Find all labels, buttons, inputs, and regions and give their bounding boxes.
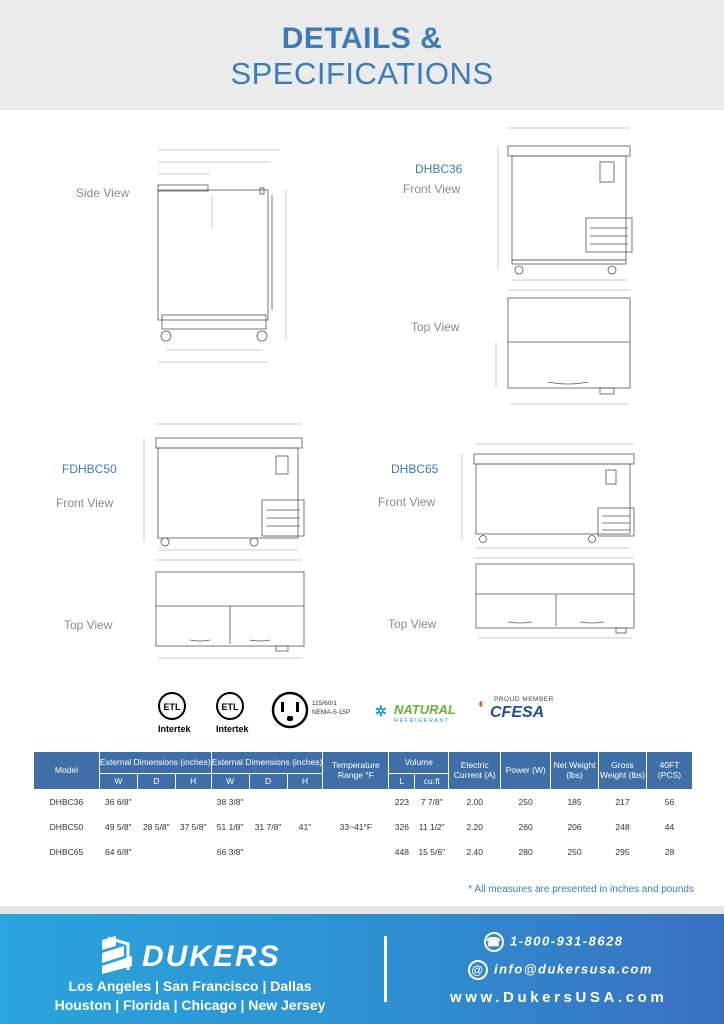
cell-h1: 37 5/8" — [179, 822, 207, 832]
cell-model: DHBC65 — [49, 847, 84, 857]
header-model: Model — [34, 752, 100, 790]
side-view-drawing — [150, 140, 300, 375]
cell-40ft: 28 — [664, 847, 675, 857]
footer-divider — [384, 936, 387, 1002]
cell-d1: 28 5/8" — [142, 822, 170, 832]
page-footer — [0, 914, 724, 1024]
cell-model: DHBC36 — [49, 797, 84, 808]
brand-name: DUKERS — [142, 940, 281, 973]
header-net-weight: Net Weight (lbs) — [551, 752, 599, 790]
svg-text:✲: ✲ — [375, 703, 387, 719]
cell-h1 — [175, 840, 211, 865]
cell-temp — [323, 840, 389, 865]
fdhbc50-front-view-drawing — [138, 414, 308, 569]
dhbc65-front-view-label: Front View — [378, 495, 436, 509]
phone-number[interactable]: 1-800-931-8628 — [510, 933, 624, 949]
table-row — [34, 815, 693, 840]
cell-volume-cuft: 11 1/2" — [418, 822, 445, 832]
header-power: Power (W) — [501, 752, 551, 790]
cell-volume-cuft: 15 5/6" — [418, 847, 446, 857]
cell-40ft: 44 — [664, 822, 675, 832]
phone-icon: ☎ — [484, 932, 504, 952]
cell-w1: 49 5/8" — [105, 822, 132, 832]
cell-volume-l: 448 — [394, 847, 409, 857]
cell-net-weight: 185 — [567, 797, 582, 808]
dukers-logo — [98, 934, 288, 974]
cfesa-member-text: PROUD MEMBER — [494, 696, 554, 703]
email-contact[interactable] — [468, 960, 653, 980]
cell-volume-cuft: 7 7/8" — [420, 797, 443, 808]
header-w2: W — [211, 774, 249, 790]
cell-h2: 41" — [298, 822, 312, 832]
cell-current: 2.00 — [466, 797, 483, 808]
dhbc36-model-label: DHBC36 — [415, 162, 463, 176]
cities-line1: Los Angeles | San Francisco | Dallas — [68, 978, 312, 994]
email-address[interactable]: info@dukersusa.com — [494, 961, 653, 977]
plug-spec-line2: NEMA-5-15P — [312, 709, 351, 716]
cell-h2 — [287, 840, 323, 865]
cell-gross-weight: 217 — [615, 797, 630, 808]
table-row — [34, 840, 693, 865]
intertek-label-2: Intertek — [216, 724, 249, 734]
dhbc65-front-view-drawing — [456, 436, 641, 566]
intertek-label-1: Intertek — [158, 724, 191, 734]
dhbc36-top-view-drawing — [488, 292, 638, 412]
fdhbc50-model-label: FDHBC50 — [62, 462, 117, 476]
cfesa-logo: CFESA — [490, 704, 545, 721]
measurement-note: * All measures are presented in inches and pounds — [468, 884, 694, 895]
certification-logos — [150, 684, 580, 740]
specifications-table — [33, 751, 693, 865]
cell-w2: 66 3/8" — [216, 847, 244, 857]
cell-w2: 38 3/8" — [216, 797, 244, 808]
cell-gross-weight: 248 — [615, 822, 630, 832]
svg-text:ETL: ETL — [163, 702, 181, 712]
header-volume-cuft: cu.ft — [415, 774, 449, 790]
cell-40ft: 56 — [664, 797, 675, 808]
cell-model: DHBC50 — [49, 822, 84, 832]
header-w1: W — [99, 774, 137, 790]
cell-volume-l: 223 — [394, 797, 409, 808]
header-h1: H — [175, 774, 211, 790]
side-view-label: Side View — [76, 186, 130, 200]
cell-w1: 36 6/8" — [105, 797, 132, 808]
header-ext-dims-2: External Dimensions (inches) — [211, 752, 323, 774]
cell-temp: 33~41°F — [339, 822, 373, 832]
dhbc36-front-view-drawing — [482, 120, 642, 305]
cell-current: 2.20 — [466, 822, 483, 832]
page-title-line1: DETAILS & — [281, 22, 443, 55]
cell-d2 — [249, 840, 287, 865]
cell-net-weight: 250 — [567, 847, 582, 857]
header-volume: Volume — [389, 752, 449, 774]
header-d1: D — [137, 774, 175, 790]
cell-power: 260 — [518, 822, 533, 832]
dhbc65-top-view-drawing — [460, 560, 640, 644]
cell-current: 2.40 — [466, 847, 483, 857]
cell-h1 — [175, 790, 211, 815]
header-40ft: 40FT (PCS) — [646, 752, 692, 790]
page-header — [0, 0, 724, 110]
cell-power: 280 — [518, 847, 533, 857]
natural-refrigerant-sub: REFRIGERANT — [394, 718, 450, 724]
plug-spec-line1: 115/60/1 — [312, 700, 337, 707]
cell-d1 — [137, 790, 175, 815]
header-ext-dims-1: External Dimensions (inches) — [99, 752, 211, 774]
cell-temp — [323, 790, 389, 815]
cell-net-weight: 206 — [567, 822, 582, 832]
phone-contact[interactable] — [484, 932, 624, 952]
cell-d2 — [249, 790, 287, 815]
header-temperature: Temperature Range °F — [323, 752, 389, 790]
dhbc36-front-view-label: Front View — [403, 182, 461, 196]
header-d2: D — [249, 774, 287, 790]
fdhbc50-top-view-drawing — [140, 566, 310, 666]
cell-d1 — [137, 840, 175, 865]
table-row — [34, 790, 693, 815]
svg-text:◐: ◐ — [478, 695, 487, 711]
cell-w2: 51 1/8" — [216, 822, 244, 832]
dhbc36-top-view-label: Top View — [411, 320, 460, 334]
header-h2: H — [287, 774, 323, 790]
website-link[interactable]: www.DukersUSA.com — [450, 989, 668, 1006]
dhbc65-model-label: DHBC65 — [391, 462, 439, 476]
cell-w1: 64 6/8" — [105, 847, 132, 857]
cell-power: 250 — [518, 797, 533, 808]
cell-gross-weight: 295 — [615, 847, 630, 857]
page-title-line2: SPECIFICATIONS — [230, 56, 494, 91]
natural-refrigerant-logo: NATURAL — [394, 702, 456, 717]
fdhbc50-front-view-label: Front View — [56, 496, 114, 510]
header-gross-weight: Gross Weight (lbs) — [599, 752, 647, 790]
email-icon: @ — [468, 960, 488, 980]
cell-d2: 31 7/8" — [254, 822, 282, 832]
header-electric-current: Electric Current (A) — [449, 752, 501, 790]
dhbc65-top-view-label: Top View — [388, 617, 437, 631]
cell-h2 — [287, 790, 323, 815]
cities-line2: Houston | Florida | Chicago | New Jersey — [54, 997, 326, 1013]
cell-volume-l: 326 — [394, 822, 409, 832]
fdhbc50-top-view-label: Top View — [64, 618, 113, 632]
header-volume-l: L — [389, 774, 415, 790]
svg-text:ETL: ETL — [221, 702, 239, 712]
